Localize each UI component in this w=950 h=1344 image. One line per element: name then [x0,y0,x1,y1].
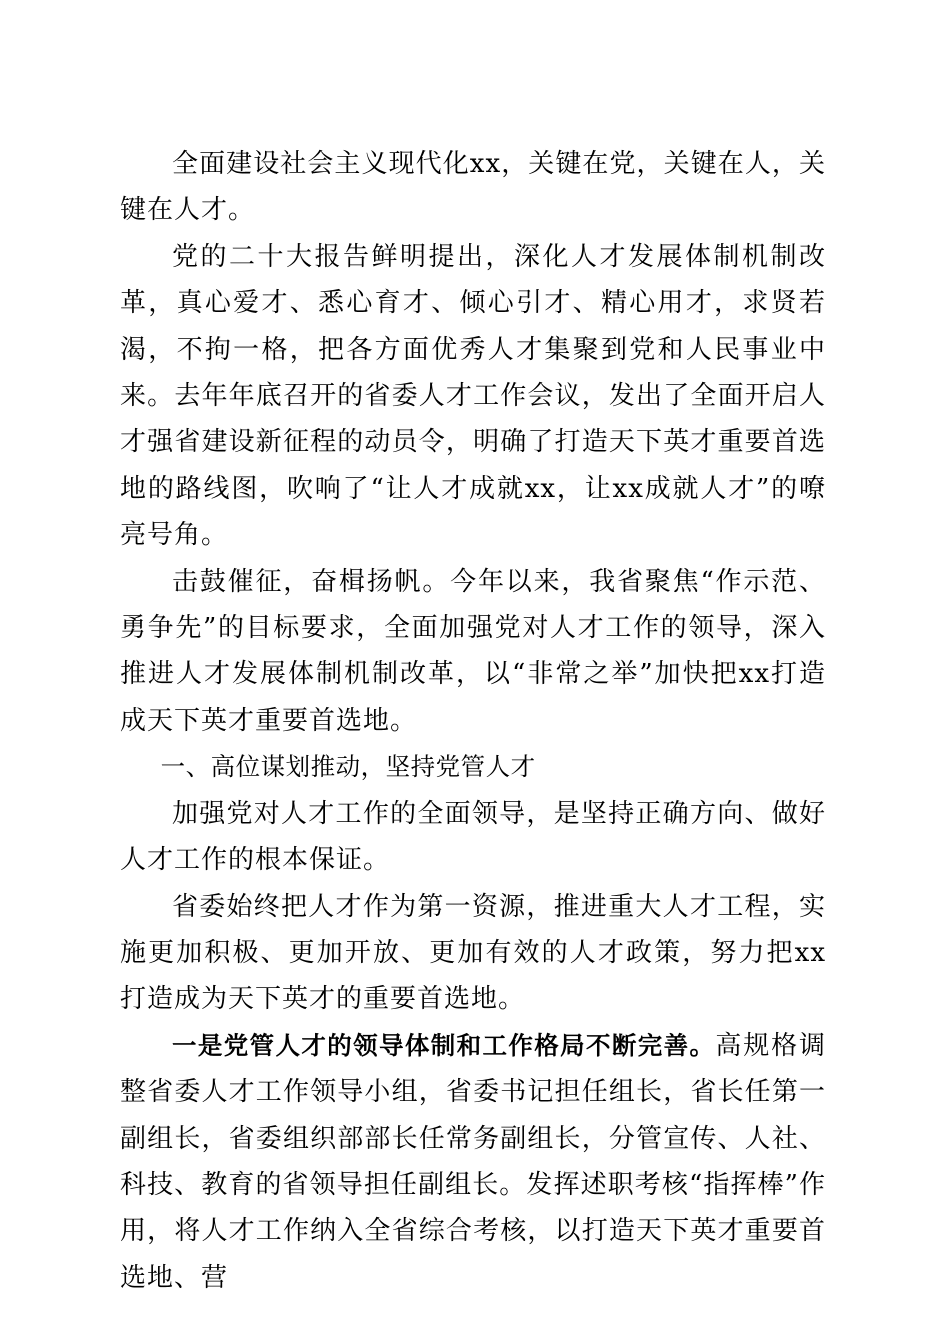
paragraph-point-one [120,1023,826,1301]
paragraph-report: 党的二十大报告鲜明提出，深化人才发展体制机制改革，真心爱才、悉心育才、倾心引才、精心用才，求贤若渴，不拘一格，把各方面优秀人才集聚到党和人民事业中来。去年年底召开的省委人才工作会议，发出了全面开启人才强省建设新征程的动员令，明确了打造天下英才重要首选地的路线图，吹响了“让人才成就xx，让xx成就人才”的嘹亮号角。 [120,241,826,551]
point-one-body: 高规格调整省委人才工作领导小组，省委书记担任组长，省长任第一副组长，省委组织部部长任常务副组长，分管宣传、人社、科技、教育的省领导担任副组长。发挥述职考核“指挥棒”作用，将人才工作纳入全省综合考核，以打造天下英才重要首选地、营 [120,1030,826,1293]
paragraph-leadership: 加强党对人才工作的全面领导，是坚持正确方向、做好人才工作的根本保证。 [120,798,826,876]
paragraph-first-resource: 省委始终把人才作为第一资源，推进重大人才工程，实施更加积极、更加开放、更加有效的人才政策，努力把xx打造成为天下英才的重要首选地。 [120,891,826,1015]
paragraph-intro: 全面建设社会主义现代化xx，关键在党，关键在人，关键在人才。 [120,149,826,226]
paragraph-progress: 击鼓催征，奋楫扬帆。今年以来，我省聚焦“作示范、勇争先”的目标要求，全面加强党对人才工作的领导，深入推进人才发展体制机制改革，以“非常之举”加快把xx打造成天下英才重要首选地。 [120,566,826,736]
point-one-lead: 一是党管人才的领导体制和工作格局不断完善。 [172,1030,716,1060]
document-body [120,141,826,1301]
section-heading: 一、高位谋划推动，坚持党管人才 [160,752,536,782]
